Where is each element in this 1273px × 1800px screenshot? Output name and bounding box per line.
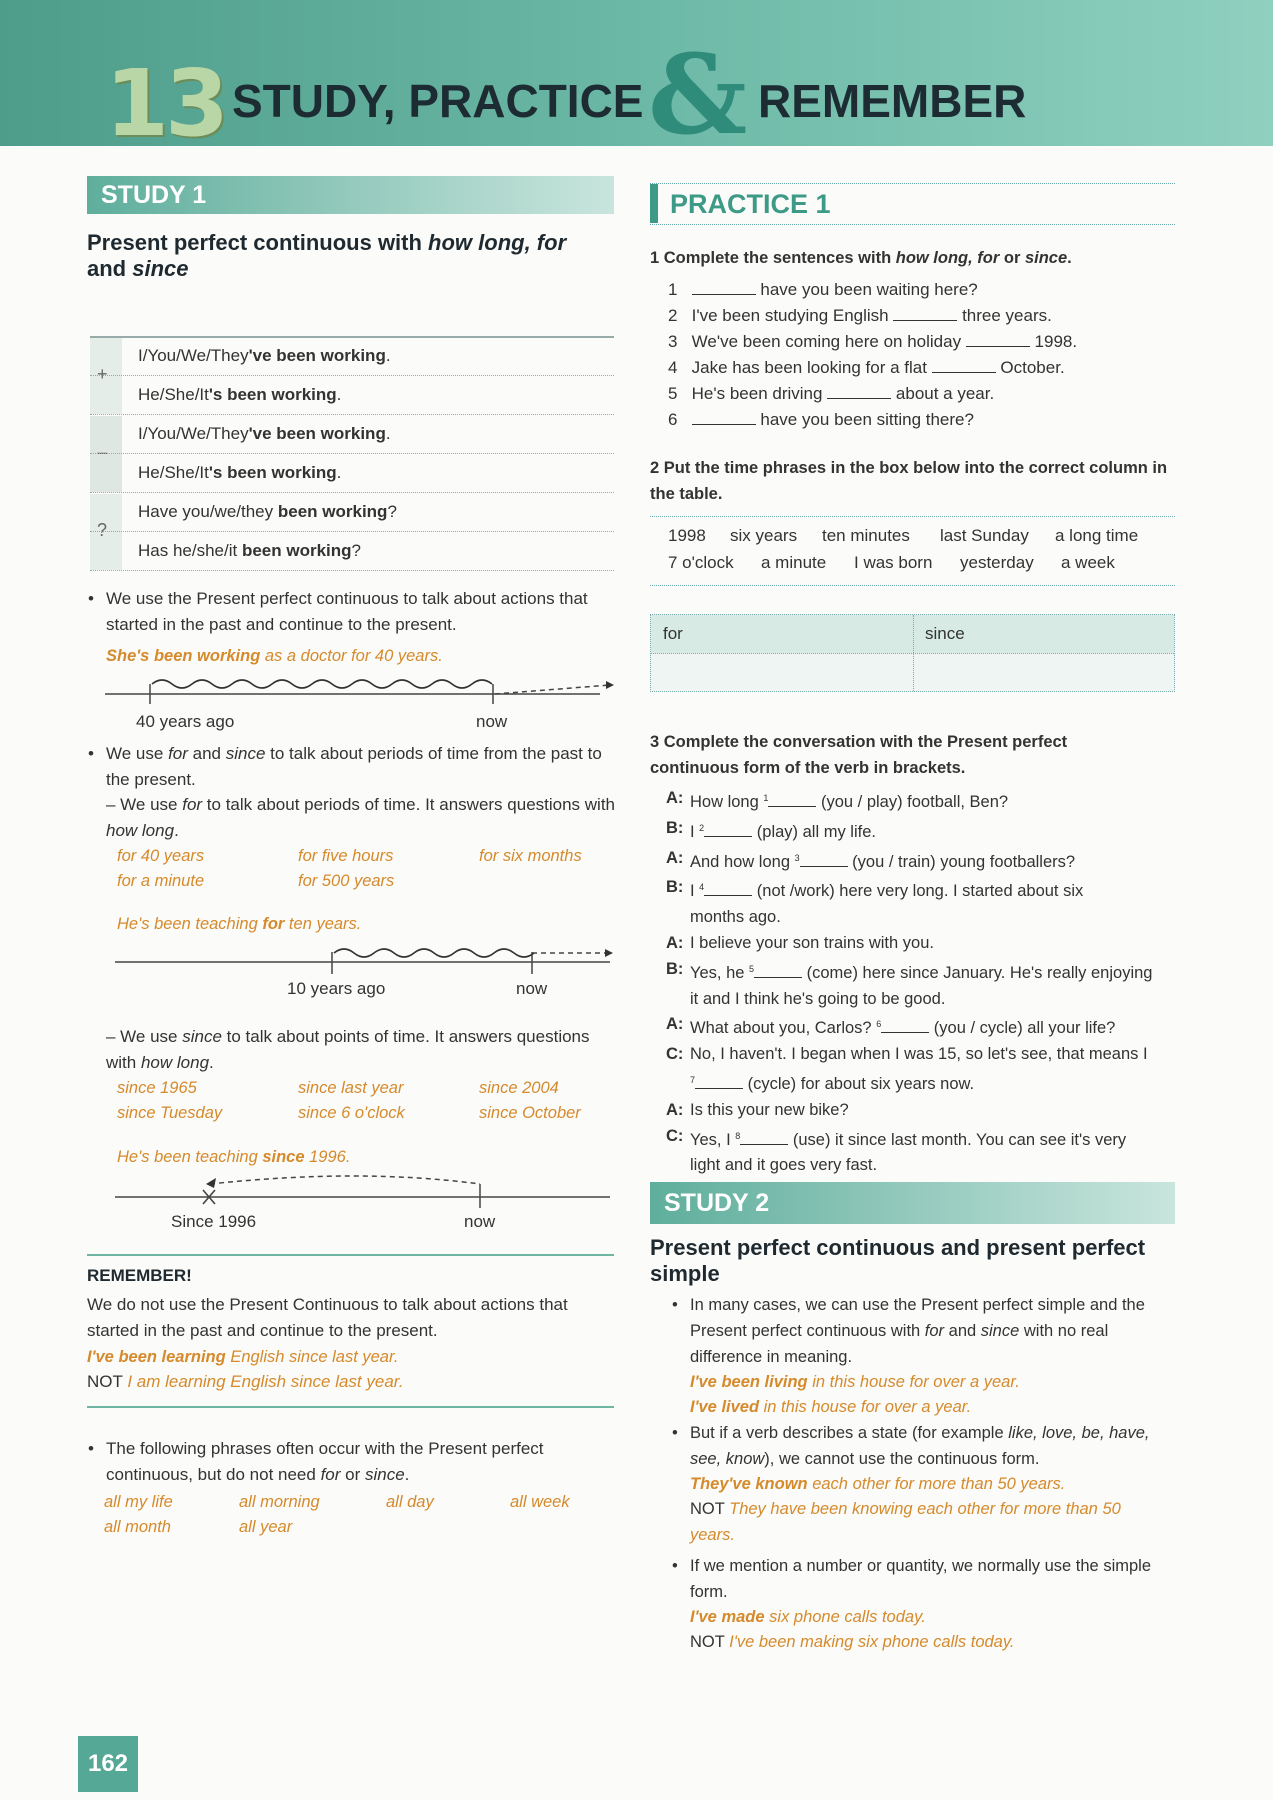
- dialogue-line: B: I $^4$ (not /work) here very long. I started about six: [666, 878, 1084, 901]
- study2-example-1: I've been living in this house for over a year.: [690, 1373, 1020, 1391]
- table-row: I/You/We/They've been working.: [90, 416, 614, 454]
- box-word: six years: [730, 526, 798, 545]
- since-example: since 6 o'clock: [298, 1104, 405, 1122]
- timeline-3-right-label: now: [464, 1212, 496, 1231]
- timeline-1-right-label: now: [476, 712, 508, 731]
- practice1-label: PRACTICE 1: [670, 189, 831, 219]
- q1-item: 6 have you been sitting there?: [668, 410, 974, 429]
- unit-number: 13: [105, 50, 226, 157]
- study2-heading: Present perfect continuous and present perfect simple: [650, 1235, 1146, 1286]
- study1-bullet-1: • We use the Present perfect continuous to talk about actions that started in the past and continue to the present.: [106, 586, 618, 638]
- phrase-item: all morning: [239, 1493, 320, 1511]
- since-example: since October: [479, 1104, 581, 1122]
- study1-example-2: He's been teaching for ten years.: [117, 915, 362, 933]
- practice1-q3: 3 Complete the conversation with the Present perfect continuous form of the verb in brackets.: [650, 733, 1068, 777]
- dialogue-line: B: Yes, he $^5$ (come) here since January. He's really enjoying: [666, 959, 1153, 982]
- since-example: since 2004: [479, 1079, 559, 1097]
- study2-example-2: I've lived in this house for over a year.: [690, 1398, 972, 1416]
- timeline-2: [100, 936, 620, 978]
- page-number: 162: [78, 1736, 138, 1792]
- q1-item: 2 I've been studying English three years.: [668, 306, 1052, 325]
- table-sign-negative: –: [97, 442, 108, 462]
- for-example: for a minute: [117, 872, 205, 890]
- for-since-table: [650, 614, 1175, 692]
- q1-item: 1 have you been waiting here?: [668, 280, 978, 299]
- for-example: for six months: [479, 847, 582, 865]
- dialogue-line: it and I think he's going to be good.: [690, 989, 946, 1008]
- study2-not-example-3: NOT They have been knowing each other for more than 50 years.: [690, 1500, 1121, 1544]
- box-word: ten minutes: [822, 526, 910, 545]
- remember-example: I've been learning English since last year.: [87, 1348, 399, 1366]
- remember-not-example: NOT I am learning English since last year.: [87, 1372, 404, 1391]
- dialogue-line: A: I believe your son trains with you.: [666, 933, 934, 952]
- dialogue-line: C: Yes, I $^8$ (use) it since last month. You can see it's very: [666, 1126, 1127, 1149]
- box-word: 7 o'clock: [668, 553, 734, 572]
- study1-bullet-2: • We use for and since to talk about periods of time from the past to the present.: [106, 741, 618, 793]
- column-for: for: [663, 624, 683, 643]
- timeline-3-left-label: Since 1996: [171, 1212, 257, 1231]
- study1-example-3: He's been teaching since 1996.: [117, 1148, 351, 1166]
- study2-example-3: They've known each other for more than 50 years.: [690, 1475, 1066, 1493]
- q1-item: 4 Jake has been looking for a flat October.: [668, 358, 1065, 377]
- phrase-item: all month: [104, 1518, 171, 1536]
- dialogue-line: C: No, I haven't. I began when I was 15, so let's see, that means I: [666, 1045, 1148, 1064]
- box-word: a minute: [761, 553, 827, 572]
- since-example: since Tuesday: [117, 1104, 223, 1122]
- box-word: last Sunday: [940, 526, 1029, 545]
- study2-bullet-3: • If we mention a number or quantity, we normally use the simple form.: [690, 1553, 1175, 1605]
- study1-example-1: She's been working as a doctor for 40 years.: [106, 647, 443, 665]
- remember-text: We do not use the Present Continuous to talk about actions that started in the past and continue to the present.: [87, 1295, 568, 1340]
- q1-item: 3 We've been coming here on holiday 1998.: [668, 332, 1078, 351]
- dialogue: [666, 786, 1176, 1179]
- dialogue-line: A: And how long $^3$ (you / train) young footballers?: [666, 848, 1076, 871]
- header-title-right: REMEMBER: [758, 75, 1027, 127]
- table-sign-positive: +: [97, 364, 108, 384]
- column-since: since: [925, 624, 965, 643]
- table-row: I/You/We/They've been working.: [90, 338, 614, 376]
- table-row: Have you/we/they been working?: [90, 494, 614, 532]
- phrase-item: all year: [239, 1518, 293, 1536]
- box-word: a week: [1061, 553, 1115, 572]
- phrases-bullet: • The following phrases often occur with the Present perfect continuous, but do not need for or since.: [106, 1436, 618, 1488]
- since-example: since last year: [298, 1079, 404, 1097]
- study1-for-rule: – We use for to talk about periods of time. It answers questions with how long.: [106, 795, 616, 840]
- for-example: for five hours: [298, 847, 394, 865]
- phrase-item: all week: [510, 1493, 570, 1511]
- for-example: for 40 years: [117, 847, 205, 865]
- study2-label: STUDY 2: [650, 1182, 1175, 1224]
- study2-example-4: I've made six phone calls today.: [690, 1608, 926, 1626]
- timeline-3: [100, 1168, 620, 1212]
- table-row: He/She/It's been working.: [90, 377, 614, 415]
- dialogue-line: A: Is this your new bike?: [666, 1100, 849, 1119]
- remember-title: REMEMBER!: [87, 1266, 192, 1285]
- box-word: yesterday: [960, 553, 1034, 572]
- for-example: for 500 years: [298, 872, 395, 890]
- q1-item: 5 He's been driving about a year.: [668, 384, 995, 403]
- table-row: He/She/It's been working.: [90, 455, 614, 493]
- box-word: a long time: [1055, 526, 1139, 545]
- phrase-item: all day: [386, 1493, 434, 1511]
- timeline-2-right-label: now: [516, 979, 548, 998]
- study2-not-example-4: NOT I've been making six phone calls today.: [690, 1633, 1015, 1651]
- study1-heading: Present perfect continuous with how long, for and since: [87, 230, 567, 281]
- dialogue-line: A: What about you, Carlos? $^6$ (you / cycle) all your life?: [666, 1015, 1116, 1038]
- dialogue-line: light and it goes very fast.: [690, 1156, 878, 1175]
- box-word: 1998: [668, 526, 706, 545]
- since-example: since 1965: [117, 1079, 197, 1097]
- table-row: Has he/she/it been working?: [90, 533, 614, 571]
- table-sign-question: ?: [97, 520, 108, 540]
- box-word: I was born: [854, 553, 933, 572]
- practice1-bar: [650, 183, 1175, 225]
- dialogue-line: B: I $^2$ (play) all my life.: [666, 818, 876, 841]
- practice1-q2: 2 Put the time phrases in the box below into the correct column in the table.: [650, 459, 1168, 503]
- dialogue-line: $^7$ (cycle) for about six years now.: [690, 1074, 975, 1093]
- study2-bullet-1: • In many cases, we can use the Present perfect simple and the Present perfect continuous with for and since with no real difference in meaning.: [690, 1292, 1175, 1370]
- dialogue-line: months ago.: [690, 908, 781, 927]
- practice1-q1: 1 Complete the sentences with how long, for or since.: [650, 249, 1072, 267]
- study2-bullet-2: • But if a verb describes a state (for example like, love, be, have, see, know), we cannot use the continuous form.: [690, 1420, 1175, 1472]
- phrase-item: all my life: [104, 1493, 173, 1511]
- page-header: [0, 0, 1273, 159]
- timeline-1: [100, 668, 620, 708]
- header-ampersand: &: [648, 30, 748, 159]
- timeline-2-left-label: 10 years ago: [287, 979, 386, 998]
- timeline-1-left-label: 40 years ago: [136, 712, 235, 731]
- header-title-left: STUDY, PRACTICE: [232, 75, 644, 127]
- study1-since-rule: – We use since to talk about points of time. It answers questions with how long.: [106, 1027, 590, 1072]
- dialogue-line: A: How long $^1$ (you / play) football, Ben?: [666, 789, 1009, 811]
- study1-label: STUDY 1: [87, 176, 614, 214]
